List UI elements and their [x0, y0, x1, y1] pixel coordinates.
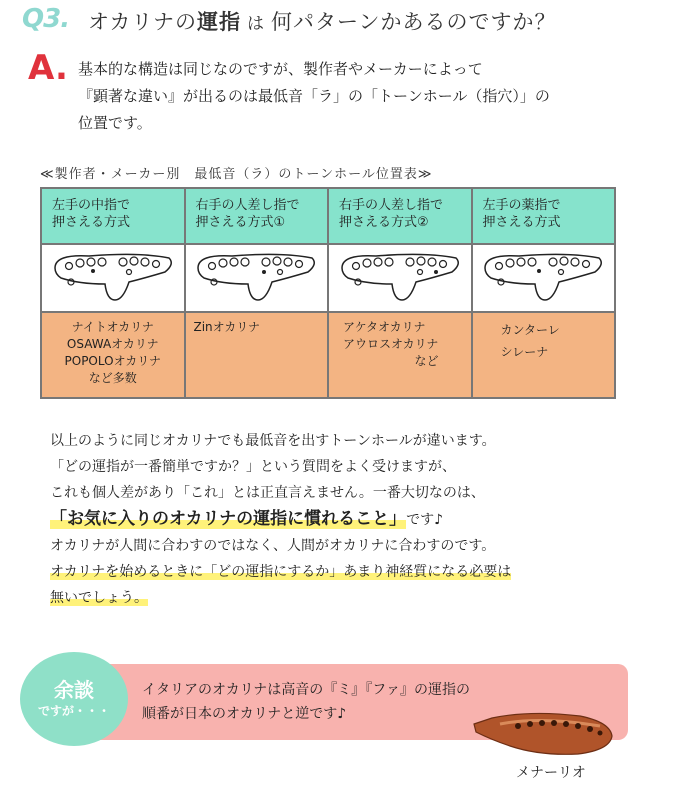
- question-title: [88, 6, 557, 36]
- column-header-line: 左手の中指で: [52, 198, 131, 213]
- maker-list: [42, 313, 184, 397]
- aside-line: 順番が日本のオカリナと逆です♪: [142, 706, 347, 722]
- aside-text: [142, 678, 470, 726]
- italian-ocarina-icon: [470, 706, 620, 762]
- maker-list: [473, 313, 615, 397]
- column-header-line: 押さえる方式②: [339, 215, 429, 230]
- maker-name: アケタオカリナ: [343, 320, 426, 334]
- body-line: 「どの運指が一番簡単ですか？」という質問をよく受けますが、: [50, 459, 456, 475]
- ocarina-icon: [192, 248, 320, 308]
- highlighted-text: オカリナを始めるときに「どの運指にするか」あまり神経質になる必要は: [50, 564, 512, 580]
- maker-name: など多数: [88, 371, 137, 385]
- column-header-line: 押さえる方式①: [195, 215, 286, 230]
- maker-name: OSAWAオカリナ: [66, 337, 159, 351]
- body-line: 以上のように同じオカリナでも最低音を出すトーンホールが違います。: [50, 433, 496, 449]
- aside-badge: [20, 652, 128, 746]
- aside-badge-title: 余談: [54, 678, 94, 702]
- answer-line: 位置です。: [78, 114, 152, 132]
- question-title-part1: オカリナの: [88, 10, 197, 34]
- question-mark: Q3.: [22, 4, 70, 34]
- column-header: [329, 189, 471, 245]
- column-header-line: 右手の人差し指で: [195, 198, 300, 213]
- column-header-line: 押さえる方式: [52, 215, 131, 230]
- column-header: [42, 189, 184, 245]
- column-header: [186, 189, 328, 245]
- answer-text: [78, 56, 550, 137]
- column-header: [473, 189, 615, 245]
- aside-line: イタリアのオカリナは高音の『ミ』『ファ』の運指の: [142, 682, 471, 698]
- ocarina-icon: [479, 248, 607, 308]
- maker-name: など: [414, 354, 439, 368]
- ocarina-diagram: [329, 245, 471, 313]
- ocarina-diagram: [42, 245, 184, 313]
- answer-line: 基本的な構造は同じなのですが、製作者やメーカーによって: [78, 60, 483, 78]
- table-column-right-index-finger-2: [329, 189, 473, 397]
- body-line-key-point: [50, 506, 511, 533]
- maker-name: カンターレ: [500, 323, 560, 337]
- maker-list: [186, 313, 328, 397]
- column-header-line: 左手の薬指で: [482, 198, 561, 213]
- ocarina-icon: [336, 248, 464, 308]
- question-title-part2: 何パターンかあるのですか？: [270, 10, 557, 34]
- body-line: [50, 559, 511, 585]
- ocarina-diagram: [186, 245, 328, 313]
- question-title-keyword: 運指: [196, 10, 241, 34]
- ocarina-diagram: [473, 245, 615, 313]
- key-point-highlight: 「お気に入りのオカリナの運指に慣れること」: [50, 509, 407, 529]
- tone-hole-table: [40, 187, 616, 399]
- question-title-particle: は: [246, 14, 265, 34]
- table-column-right-index-finger-1: [186, 189, 330, 397]
- maker-list: [329, 313, 471, 397]
- table-caption: ≪製作者・メーカー別 最低音（ラ）のトーンホール位置表≫: [40, 167, 433, 182]
- body-line: オカリナが人間に合わすのではなく、人間がオカリナに合わすのです。: [50, 538, 496, 554]
- column-header-line: 押さえる方式: [482, 215, 561, 230]
- highlighted-text: 無いでしょう。: [50, 590, 148, 606]
- explanation-text: [50, 428, 511, 611]
- body-line: [50, 585, 511, 611]
- aside-badge-subtitle: ですが・・・: [37, 704, 110, 718]
- table-column-left-ring-finger: [473, 189, 615, 397]
- key-point-tail: です♪: [406, 512, 444, 528]
- photo-caption: メナーリオ: [516, 765, 586, 781]
- maker-name: シレーナ: [500, 345, 549, 359]
- body-line: これも個人差があり「これ」とは正直言えません。一番大切なのは、: [50, 485, 485, 501]
- table-column-left-middle-finger: [42, 189, 186, 397]
- maker-name: Zinオカリナ: [193, 320, 261, 334]
- answer-mark: A.: [28, 48, 68, 88]
- maker-name: ナイトオカリナ: [71, 320, 154, 334]
- column-header-line: 右手の人差し指で: [339, 198, 444, 213]
- maker-name: POPOLOオカリナ: [64, 354, 161, 368]
- answer-line: 『顕著な違い』が出るのは最低音「ラ」の「トーンホール（指穴）」の: [78, 87, 550, 105]
- ocarina-icon: [49, 248, 177, 308]
- maker-name: アウロスオカリナ: [343, 337, 439, 351]
